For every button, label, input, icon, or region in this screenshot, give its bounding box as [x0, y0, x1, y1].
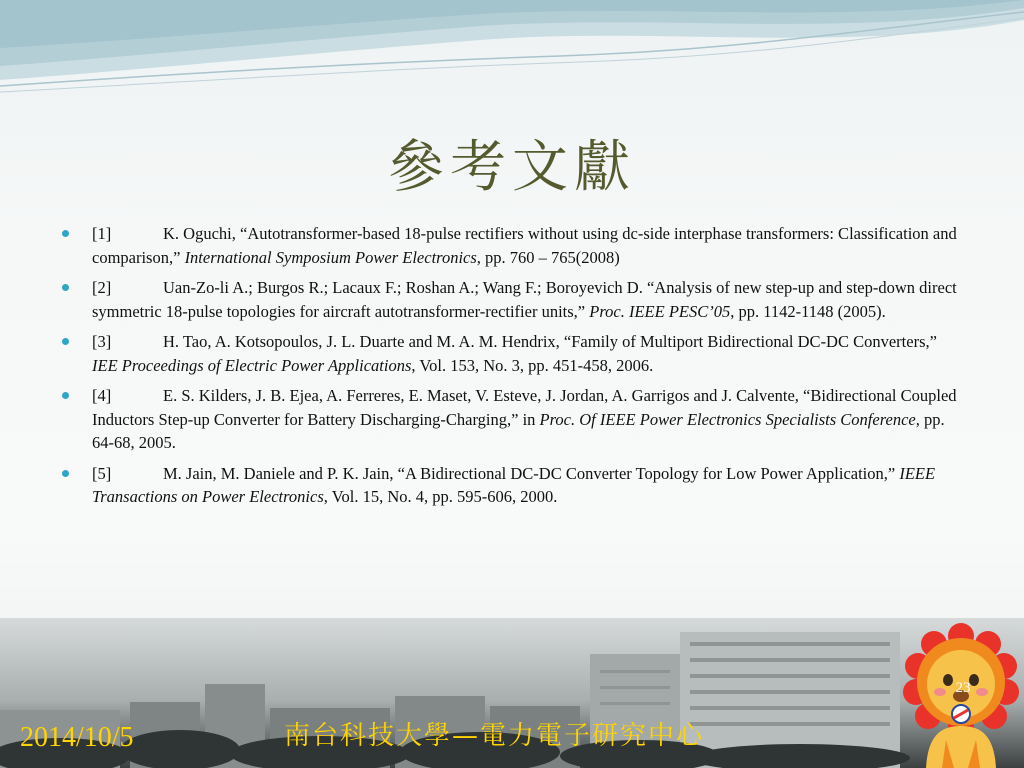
reference-item	[62, 384, 962, 455]
reference-source: Proc. Of IEEE Power Electronics Specialists Conference	[539, 409, 916, 429]
reference-source: IEEE Transactions on Power Electronics	[92, 463, 936, 506]
reference-source: IEE Proceedings of Electric Power Applications	[92, 355, 412, 375]
top-wave-decoration	[0, 0, 1024, 100]
reference-number: [2]	[92, 278, 112, 297]
slide-date: 2014/10/5	[20, 722, 134, 753]
reference-number: [4]	[92, 386, 112, 405]
reference-number: [3]	[92, 332, 112, 351]
reference-details: , pp. 1142-1148 (2005).	[730, 301, 886, 321]
bullet-dot-icon	[62, 230, 69, 237]
reference-text: K. Oguchi, “Autotransformer-based 18-pulse rectifiers without using dc-side interphase transformers: Classification and comparison,”	[92, 224, 957, 267]
reference-item	[62, 462, 962, 509]
bullet-dot-icon	[62, 284, 69, 291]
reference-source: Proc. IEEE PESC’05	[589, 301, 731, 321]
reference-item	[62, 276, 962, 323]
bullet-dot-icon	[62, 392, 69, 399]
reference-details: , Vol. 15, No. 4, pp. 595-606, 2000.	[323, 487, 558, 506]
reference-details: , Vol. 153, No. 3, pp. 451-458, 2006.	[411, 355, 654, 375]
bullet-dot-icon	[62, 338, 69, 345]
reference-text: H. Tao, A. Kotsopoulos, J. L. Duarte and M. A. M. Hendrix, “Family of Multiport Bidirectional DC-DC Converters,”	[163, 332, 937, 351]
page-number: 23	[955, 680, 971, 696]
reference-number: [1]	[92, 224, 112, 243]
reference-text: Uan-Zo-li A.; Burgos R.; Lacaux F.; Roshan A.; Wang F.; Boroyevich D. “Analysis of new step-up and step-down direct symmetric 18-pulse topologies for aircraft autotransformer-rectifier units,”	[92, 278, 957, 321]
organization-name: 南台科技大學—電力電子研究中心	[284, 721, 705, 751]
reference-source: International Symposium Power Electronics	[184, 247, 477, 267]
bullet-dot-icon	[62, 470, 69, 477]
reference-details: , pp. 64-68, 2005.	[92, 409, 945, 452]
reference-text: M. Jain, M. Daniele and P. K. Jain, “A Bidirectional DC-DC Converter Topology for Low Power Application,”	[163, 463, 900, 483]
reference-text: E. S. Kilders, J. B. Ejea, A. Ferreres, E. Maset, V. Esteve, J. Jordan, A. Garrigos and J. Calvente, “Bidirectional Coupled Inductors Step-up Converter for Battery Discharging-Charging,” in	[92, 386, 957, 429]
reference-number: [5]	[92, 463, 112, 483]
reference-list	[62, 222, 962, 516]
reference-details: , pp. 760 – 765(2008)	[476, 247, 620, 267]
reference-item	[62, 222, 962, 269]
reference-item	[62, 330, 962, 377]
slide-title: 參考文獻	[388, 135, 636, 200]
